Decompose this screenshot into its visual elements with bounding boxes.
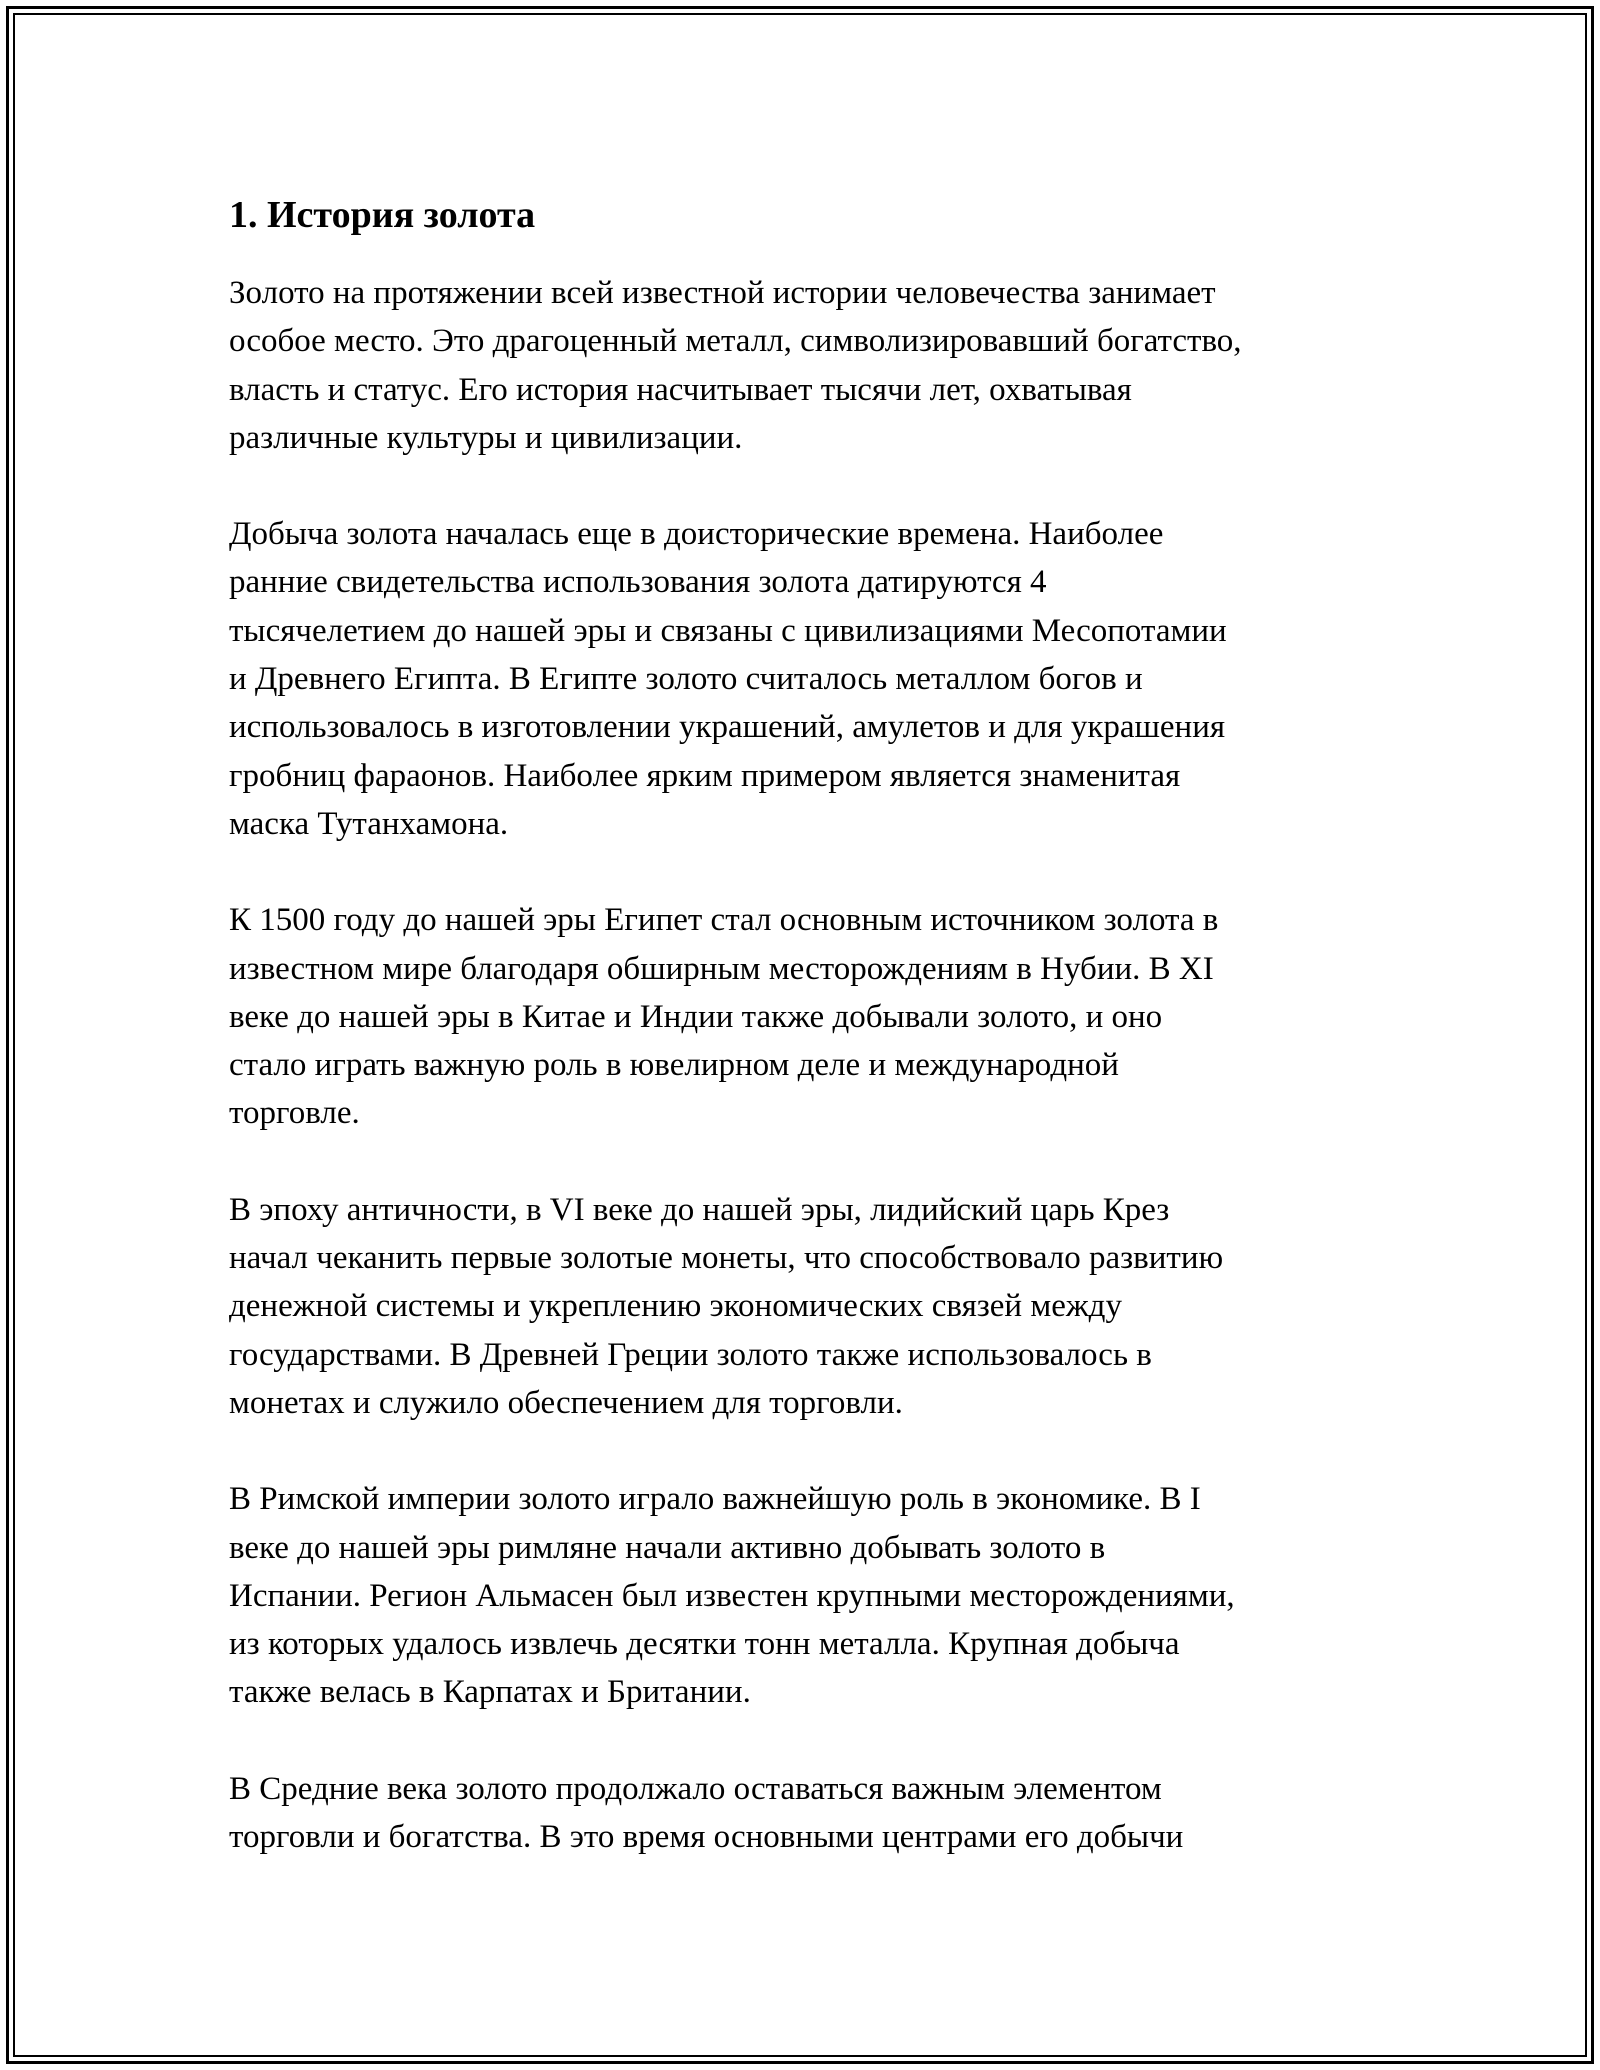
section-heading: 1. История золота xyxy=(229,194,536,236)
paragraph-4: В эпоху античности, в VI веке до нашей эры, лидийский царь Крез начал чеканить первые золотые монеты, что способствовало развитию денежной системы и укреплению экономических связей между государствами. В Древней Греции золото также использовалось в монетах и служило обеспечением для торговли. xyxy=(229,1191,1224,1421)
paragraph-2: Добыча золота началась еще в доисторические времена. Наиболее ранние свидетельства использования золота датируются 4 тысячелетием до нашей эры и связаны с цивилизациями Месопотамии и Древнего Египта. В Египте золото считалось металлом богов и использовалось в изготовлении украшений, амулетов и для украшения гробниц фараонов. Наиболее ярким примером является знаменитая маска Тутанхамона. xyxy=(229,516,1227,842)
paragraph-1: Золото на протяжении всей известной истории человечества занимает особое место. Это драгоценный металл, символизировавший богатство, власть и статус. Его история насчитывает тысячи лет, охватывая различные культуры и цивилизации. xyxy=(229,275,1242,456)
document-body xyxy=(229,185,1389,1909)
paragraph-6: В Средние века золото продолжало оставаться важным элементом торговли и богатства. В это время основными центрами его добычи xyxy=(229,1770,1184,1856)
paragraph-5: В Римской империи золото играло важнейшую роль в экономике. В I веке до нашей эры римляне начали активно добывать золото в Испании. Регион Альмасен был известен крупными месторождениями, из которых удалось извлечь десятки тонн металла. Крупная добыча также велась в Карпатах и Британии. xyxy=(229,1481,1235,1711)
paragraph-3: К 1500 году до нашей эры Египет стал основным источником золота в известном мире благодаря обширным месторождениям в Нубии. В XI веке до нашей эры в Китае и Индии также добывали золото, и оно стало играть важную роль в ювелирном деле и международной торговле. xyxy=(229,902,1219,1132)
